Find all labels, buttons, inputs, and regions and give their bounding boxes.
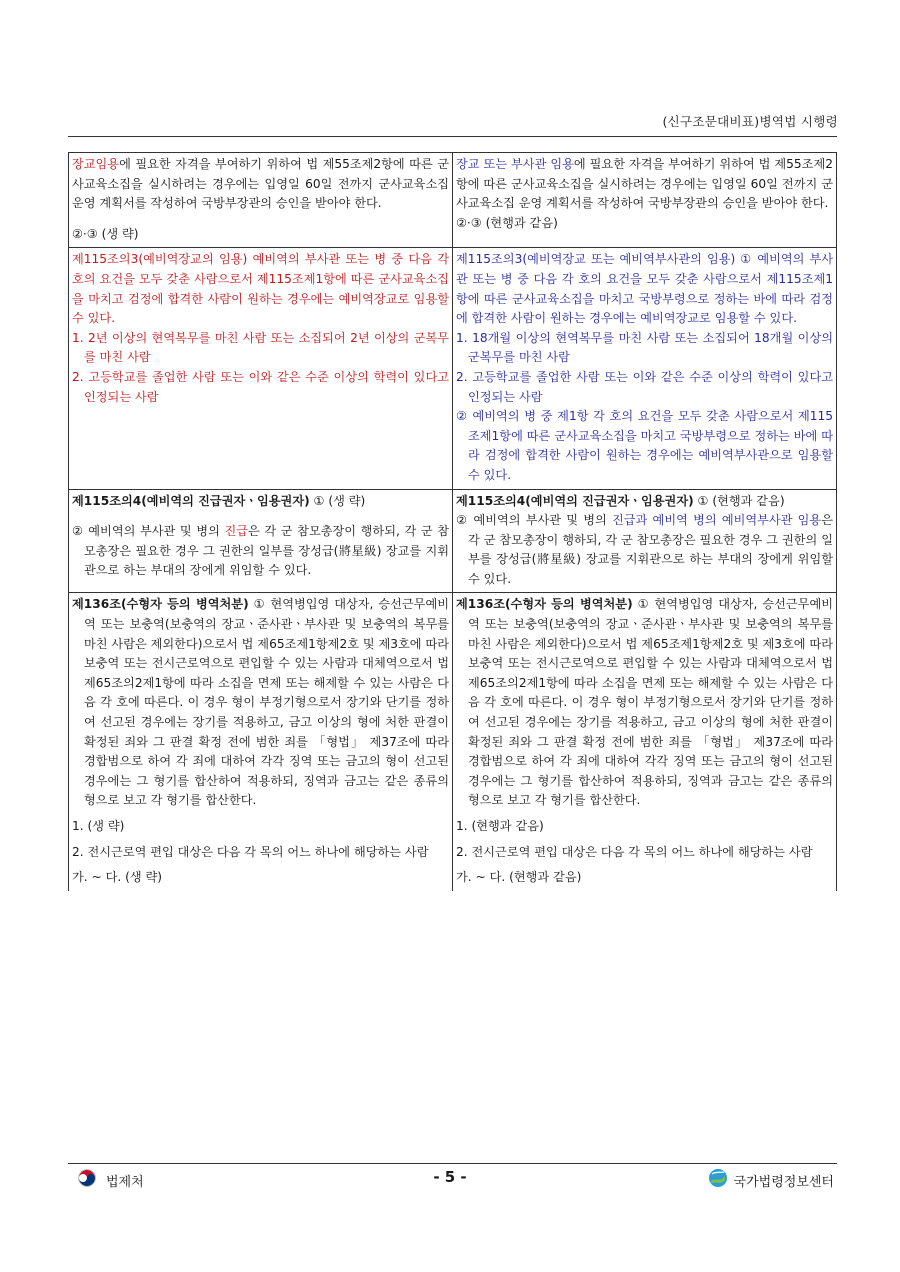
article-heading: 제115조의4(예비역의 진급권자ㆍ임용권자) <box>72 493 310 508</box>
paragraph-text: ① (현행과 같음) <box>693 493 785 508</box>
article-heading: 제136조(수형자 등의 병역처분) <box>72 597 249 612</box>
provision-paragraph <box>456 595 833 811</box>
provision-item: 2. 고등학교를 졸업한 사람 또는 이와 같은 수준 이상의 학력이 있다고 인정되는 사람 <box>72 369 449 404</box>
paragraph-text: ① (생 략) <box>309 493 366 508</box>
amended-text: 진급 <box>224 524 249 539</box>
provision-paragraph <box>72 522 449 581</box>
provision-paragraph <box>72 595 449 811</box>
footer-agency-label: 법제처 <box>106 1174 144 1190</box>
paragraph-text: 은 각 군 참모총장이 행하되, 각 군 참모총장은 필요한 경우 그 권한의 일부를 장성급(將星級) 장교를 지휘관으로 하는 부대의 장에게 위임할 수 있다. <box>468 513 833 586</box>
provision-item: 2. 고등학교를 졸업한 사람 또는 이와 같은 수준 이상의 학력이 있다고 인정되는 사람 <box>456 369 833 404</box>
paragraph-text: 에 필요한 자격을 부여하기 위하여 법 제55조제2항에 따른 군사교육소집을 실시하려는 경우에는 입영일 60일 전까지 군사교육소집 운영 계획서를 작성하여 국방부장관의 승인을 받아야 한다. <box>72 157 449 211</box>
provision-paragraph <box>456 511 833 589</box>
old-provision-cell <box>69 593 453 891</box>
provision-paragraph <box>456 492 833 512</box>
amended-text: 진급과 예비역 병의 예비역부사관 임용 <box>612 513 822 528</box>
provision-item: 1. 2년 이상의 현역복무를 마친 사람 또는 소집되어 2년 이상의 군복무를 마친 사람 <box>72 330 449 365</box>
footer-right <box>708 1170 834 1190</box>
new-provision-cell <box>453 489 837 593</box>
page-header-title: (신구조문대비표)병역법 시행령 <box>662 114 838 129</box>
provision-paragraph: 제115조의3(예비역장교 또는 예비역부사관의 임용) ① 예비역의 부사관 또는 병 중 다음 각 호의 요건을 모두 갖춘 사람으로서 제115조제1항에 따른 군사교육소집을 마치고 국방부령으로 정하는 바에 따라 검정에 합격한 사람이 원하는 경우에는 예비역장교로 임용할 수 있다. <box>456 252 833 326</box>
provision-subitem: 가. ~ 다. (현행과 같음) <box>456 870 582 885</box>
provision-item: 1. (생 략) <box>72 819 125 833</box>
paragraph-text: 은 각 군 참모총장이 행하되, 각 군 참모총장은 필요한 경우 그 권한의 일부를 장성급(將星級) 장교를 지휘관으로 하는 부대의 장에게 위임할 수 있다. <box>84 524 449 578</box>
provision-paragraph <box>72 155 449 214</box>
provision-item: ② 예비역의 병 중 제1항 각 호의 요건을 모두 갖춘 사람으로서 제115조제1항에 따른 군사교육소집을 마치고 국방부령으로 정하는 바에 따라 검정에 합격한 사람이 원하는 경우에는 예비역부사관으로 임용할 수 있다. <box>456 409 833 482</box>
table-row <box>69 489 837 593</box>
provision-paragraph: 제115조의3(예비역장교의 임용) 예비역의 부사관 또는 병 중 다음 각 호의 요건을 모두 갖춘 사람으로서 제115조제1항에 따른 군사교육소집을 마치고 검정에 합격한 사람이 원하는 경우에는 예비역장교로 임용할 수 있다. <box>72 252 449 326</box>
provision-item: 1. (현행과 같음) <box>456 819 544 833</box>
header-divider <box>68 136 837 137</box>
new-provision-cell <box>453 248 837 489</box>
old-provision-cell <box>69 248 453 489</box>
comparison-table <box>68 152 837 891</box>
article-heading: 제136조(수형자 등의 병역처분) <box>456 597 633 612</box>
provision-paragraph <box>72 492 449 512</box>
footer-divider <box>68 1163 837 1164</box>
footer-center-label: 국가법령정보센터 <box>733 1174 834 1190</box>
paragraph-text: 에 필요한 자격을 부여하기 위하여 법 제55조제2항에 따른 군사교육소집을 실시하려는 경우에는 입영일 60일 전까지 군사교육소집 운영 계획서를 작성하여 국방부장관의 승인을 받아야 한다. <box>456 157 833 211</box>
paragraph-text: ② 예비역의 부사관 및 병의 <box>72 524 225 539</box>
paragraph-text: ① 현역병입영 대상자, 승선근무예비역 또는 보충역(보충역의 장교ㆍ준사관ㆍ부사관 및 보충역의 복무를 마친 사람은 제외한다)으로서 법 제65조제1항제2호 및 제3호에 따라 보충역 또는 전시근로역으로 편입할 수 있는 사람과 대체역으로서 법 제65조의2제1항에 따라 소집을 면제 또는 해제할 수 있는 사람은 다음 각 호에 따른다. 이 경우 형이 부정기형으로서 장기와 단기를 정하여 선고된 경우에는 장기를 적용하고, 금고 이상의 형에 처한 판결이 확정된 죄와 그 판결 확정 전에 범한 죄를 「형법」 제37조에 따라 경합범으로 하여 각 죄에 대하여 각각 징역 또는 금고의 형이 선고된 경우에는 그 형기를 합산하여 적용하되, 징역과 금고는 같은 종류의 형으로 보고 각 형기를 합산한다. <box>84 597 449 808</box>
amended-text: 장교임용 <box>72 157 120 171</box>
old-provision-cell <box>69 489 453 593</box>
new-provision-cell <box>453 593 837 891</box>
law-center-logo-icon <box>708 1168 728 1192</box>
paragraph-text: ② 예비역의 부사관 및 병의 <box>456 513 613 528</box>
amended-text: 장교 또는 부사관 임용 <box>456 157 574 171</box>
provision-item: 2. 전시근로역 편입 대상은 다음 각 목의 어느 하나에 해당하는 사람 <box>456 844 813 859</box>
table-row <box>69 593 837 891</box>
provision-paragraph: ②·③ (현행과 같음) <box>456 215 558 230</box>
provision-subitem: 가. ~ 다. (생 략) <box>72 870 163 885</box>
provision-item: 1. 18개월 이상의 현역복무를 마친 사람 또는 소집되어 18개월 이상의 군복무를 마친 사람 <box>456 330 833 365</box>
provision-item: 2. 전시근로역 편입 대상은 다음 각 목의 어느 하나에 해당하는 사람 <box>72 844 429 859</box>
provision-paragraph: ②·③ (생 략) <box>72 226 139 241</box>
provision-paragraph <box>456 155 833 214</box>
table-row <box>69 248 837 489</box>
article-heading: 제115조의4(예비역의 진급권자ㆍ임용권자) <box>456 493 694 508</box>
page-number: - 5 - <box>433 1168 467 1186</box>
table-row <box>69 153 837 248</box>
new-provision-cell <box>453 153 837 248</box>
paragraph-text: ① 현역병입영 대상자, 승선근무예비역 또는 보충역(보충역의 장교ㆍ준사관ㆍ부사관 및 보충역의 복무를 마친 사람은 제외한다)으로서 법 제65조제1항제2호 및 제3호에 따라 보충역 또는 전시근로역으로 편입할 수 있는 사람과 대체역으로서 법 제65조의2제1항에 따라 소집을 면제 또는 해제할 수 있는 사람은 다음 각 호에 따른다. 이 경우 형이 부정기형으로서 장기와 단기를 정하여 선고된 경우에는 장기를 적용하고, 금고 이상의 형에 처한 판결이 확정된 죄와 그 판결 확정 전에 범한 죄를 「형법」 제37조에 따라 경합범으로 하여 각 죄에 대하여 각각 징역 또는 금고의 형이 선고된 경우에는 그 형기를 합산하여 적용하되, 징역과 금고는 같은 종류의 형으로 보고 각 형기를 합산한다. <box>468 597 833 808</box>
old-provision-cell <box>69 153 453 248</box>
